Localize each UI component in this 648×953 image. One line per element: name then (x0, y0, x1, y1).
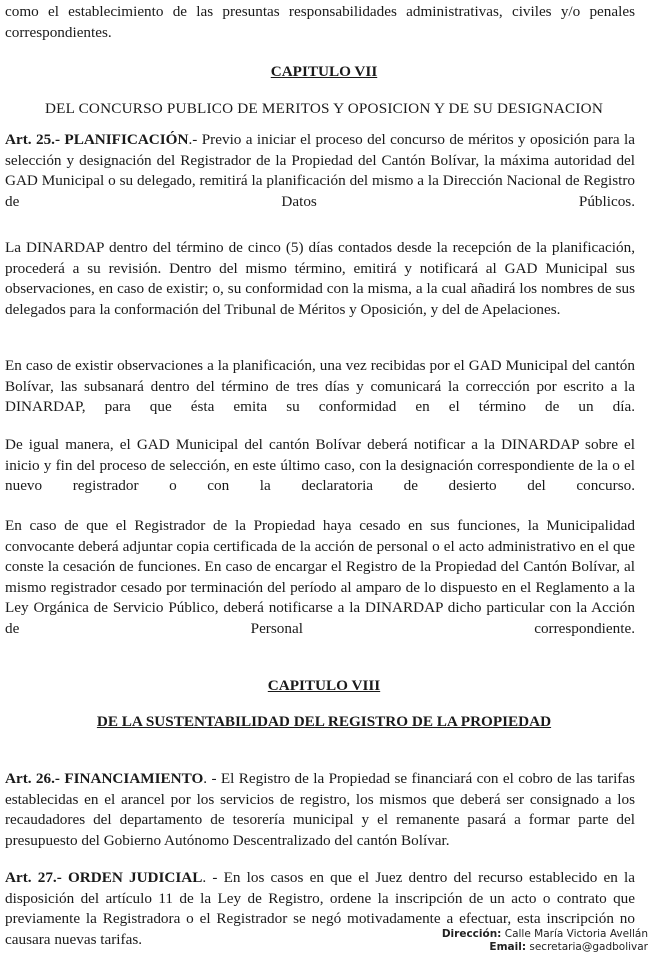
article-25 (5, 130, 635, 212)
article-27-text: . - En los casos en que el Juez dentro del recurso establecido en la disposición del artículo 11 de la Ley de Registro, ordene la inscripción de un acto o contrato que previamente la Registradora o el Registrador se negó motivadamente a efectuar, esta inscripción no causara nuevas tarifas. (5, 869, 635, 948)
article-26-title: FINANCIAMIENTO (64, 770, 204, 787)
article-27-number: Art. 27.- (5, 869, 62, 886)
article-25-number: Art. 25.- (5, 131, 61, 148)
paragraph-cesado: En caso de que el Registrador de la Propiedad haya cesado en sus funciones, la Municipalidad convocante deberá adjuntar copia certificada de la acción de personal o el acto administrativo en el que conste la cesación de funciones. En caso de encargar el Registro de la Propiedad del Cantón Bolívar, al mismo registrador cesado por terminación del período al amparo de lo dispuesto en el Reglamento a la Ley Orgánica de Servicio Público, deberá notificarse a la DINARDAP dicho particular con la Acción de Personal correspondiente. (5, 517, 635, 637)
article-25-title: PLANIFICACIÓN (64, 131, 189, 148)
chapter-7-heading: CAPITULO VII (270, 63, 378, 80)
paragraph-dinardap: La DINARDAP dentro del término de cinco (5) días contados desde la recepción de la planificación, procederá a su revisión. Dentro del mismo término, emitirá y notificará al GAD Municipal sus observaciones, en caso de existir; o, su conformidad con la misma, a la cual añadirá los nombres de sus delegados para la conformación del Tribunal de Méritos y Oposición, y del de Apelaciones. (5, 239, 635, 318)
article-26-text: . - El Registro de la Propiedad se financiará con el cobro de las tarifas establecidas en el arancel por los servicios de registro, los mismos que deberá ser consignado a los recaudadores del departamento de tesorería municipal y el remanente pasará a formar parte del presupuesto del Gobierno Autónomo Descentralizado del cantón Bolívar. (5, 770, 636, 849)
intro-paragraph: como el establecimiento de las presuntas responsabilidades administrativas, civiles y/o penales correspondientes. (5, 3, 635, 41)
chapter-8-subtitle: DE LA SUSTENTABILIDAD DEL REGISTRO DE LA PROPIEDAD (96, 713, 552, 730)
article-27-title: ORDEN JUDICIAL (67, 869, 203, 886)
article-26-number: Art. 26.- (5, 770, 60, 787)
article-26 (5, 769, 635, 851)
chapter-7-subtitle: DEL CONCURSO PUBLICO DE MERITOS Y OPOSICION Y DE SU DESIGNACION (45, 100, 603, 117)
footer-email-label: Email: (489, 941, 527, 953)
paragraph-igual-manera: De igual manera, el GAD Municipal del cantón Bolívar deberá notificar a la DINARDAP sobre el inicio y fin del proceso de selección, en este último caso, con la designación correspondiente de la o el nuevo registrador o con la declaratoria de desierto del concurso. (5, 436, 635, 494)
footer-email (388, 941, 648, 953)
footer-address-value: Calle María Victoria Avellán (504, 928, 648, 940)
footer-address (388, 928, 648, 940)
paragraph-observaciones: En caso de existir observaciones a la planificación, una vez recibidas por el GAD Municipal del cantón Bolívar, las subsanará dentro del término de tres días y comunicará la corrección por escrito a la DINARDAP, para que ésta emita su conformidad en el término de un día. (5, 357, 635, 415)
footer-address-label: Dirección: (441, 928, 502, 940)
article-25-text: .- Previo a iniciar el proceso del concurso de méritos y oposición para la selección y designación del Registrador de la Propiedad del Cantón Bolívar, la máxima autoridad del GAD Municipal o su delegado, remitirá la planificación del mismo a la Dirección Nacional de Registro de Datos Públicos. (5, 131, 635, 210)
footer-email-value: secretaria@gadbolivar (529, 941, 648, 953)
chapter-8-heading: CAPITULO VIII (267, 677, 381, 694)
